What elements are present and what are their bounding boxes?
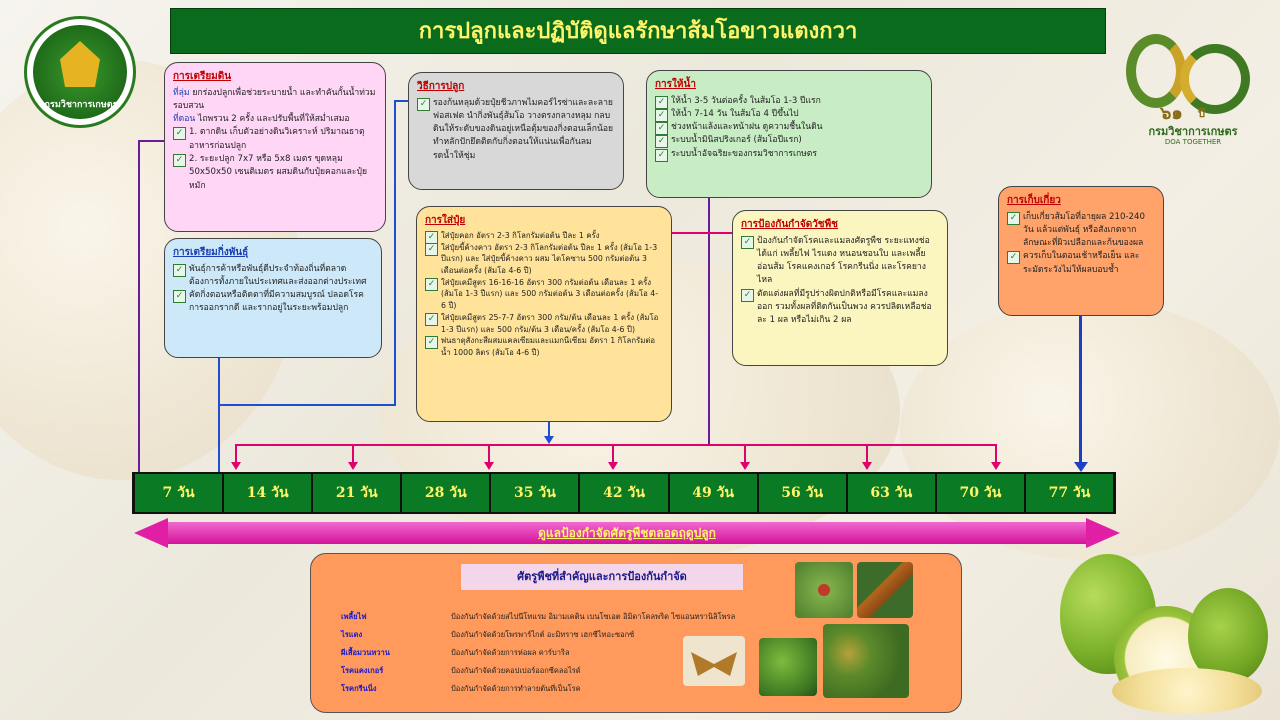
pink-tick (488, 444, 490, 464)
moth-icon (691, 646, 737, 676)
leaf-swirl-icon (1126, 34, 1186, 108)
upland-label: ที่ดอน (173, 114, 196, 125)
water-item-text: ให้น้ำ 7-14 วัน ในส้มโอ 4 ปีขึ้นไป (671, 108, 799, 119)
timeline-bar (132, 472, 1116, 514)
thrips-photo (857, 562, 913, 618)
pest-control: ป้องกันกำจัดด้วยการทำลายต้นที่เป็นโรค (451, 684, 581, 693)
pest-control: ป้องกันกำจัดด้วยสไปนีโทแรม อิมามเคติน เบนโซเอต อิมิดาโคลพริด ไซแอนทรานิลิโพรล (451, 612, 736, 621)
fert-item (425, 277, 663, 312)
planting-text: รองก้นหลุมด้วยปุ๋ยชีวภาพไมคอร์ไรซ่าและละลายฟอสเฟต นำกิ่งพันธุ์ส้มโอ วางตรงกลางหลุม กลบดินให้ระดับของดินอยู่เหนือตุ้มของกิ่งตอนเล็กน้อยทำหลักปักยึดติดกับกิ่งตอนให้แน่นเพื่อกันลม รดน้ำให้ชุ่ม (433, 97, 614, 161)
timeline-cell: 28 วัน (402, 474, 489, 512)
fertilizer-box (416, 206, 672, 422)
pest-name: ไรแดง (341, 630, 363, 639)
water-item-text: ช่วงหน้าแล้งและหน้าฝน ดูความชื้นในดิน (671, 122, 823, 133)
arrow-left-icon (134, 518, 168, 548)
pomelo-segments-icon (1112, 668, 1262, 714)
pest-control-text: ป้องกันกำจัดโรคและแมลงศัตรูพืช ระยะแทงช่อ ได้แก่ เพลี้ยไฟ ไรแดง หนอนชอนใบ และเพลี้ยอ่อนส้ม โรคแคงเกอร์ โรคกรีนนิ่ง และโรคยางไหล (757, 235, 930, 286)
checkbox-icon: ✓ (1007, 251, 1020, 264)
season-arrow (134, 518, 1120, 548)
harvest-item-text: ควรเก็บในตอนเช้าหรือเย็น และระมัดระวังไม่ให้ผลบอบช้ำ (1023, 251, 1140, 275)
doa-logo (24, 16, 136, 128)
checkbox-icon: ✓ (173, 154, 186, 167)
logo-text: กรมวิชาการเกษตร (44, 100, 118, 110)
arrow-down-icon (348, 462, 358, 470)
planting-heading: วิธีการปลูก (417, 81, 465, 92)
checkbox-icon: ✓ (1007, 212, 1020, 225)
checkbox-icon: ✓ (173, 290, 186, 303)
arrow-down-icon (991, 462, 1001, 470)
upland-text: ไถพรวน 2 ครั้ง และปรับพื้นที่ให้สม่ำเสมอ (195, 114, 350, 125)
red-mite-photo (795, 562, 853, 618)
soil-heading: การเตรียมดิน (173, 71, 232, 82)
org-name: กรมวิชาการเกษตร (1148, 125, 1238, 138)
pest-control: ป้องกันกำจัดด้วยโพรพาร์ไกต์ อะมิทราซ เฮกซีไทอะซอกซ์ (451, 630, 635, 639)
seedling-item (173, 263, 373, 290)
water-item-text: ระบบน้ำมินิสปริงเกอร์ (ส้มโอปีแรก) (671, 135, 802, 146)
water-item (655, 148, 923, 161)
seedling-box (164, 238, 382, 358)
checkbox-icon: ✓ (425, 243, 438, 256)
pink-tick (866, 444, 868, 464)
harvest-box (998, 186, 1164, 316)
pest-control: ป้องกันกำจัดด้วยการห่อผล คาร์บาริล (451, 648, 570, 657)
checkbox-icon: ✓ (655, 149, 668, 162)
water-item (655, 121, 923, 134)
harvest-item (1007, 211, 1155, 251)
connector-line (394, 100, 408, 102)
canker-photo (823, 624, 909, 698)
arrow-down-icon (231, 462, 241, 470)
pest-row (341, 610, 735, 624)
pest-control-item (741, 235, 939, 288)
pink-tick (235, 444, 237, 464)
pink-tick (744, 444, 746, 464)
timeline-cell: 49 วัน (670, 474, 757, 512)
page-title: การปลูกและปฏิบัติดูแลรักษาส้มโอขาวแตงกวา (170, 8, 1106, 54)
timeline-cell: 35 วัน (491, 474, 578, 512)
timeline-cell: 7 วัน (135, 474, 222, 512)
anniversary-number: ๖๑ (1160, 103, 1183, 124)
leaf-swirl-icon (1180, 44, 1250, 114)
soil-item (173, 153, 377, 193)
harvest-heading: การเก็บเกี่ยว (1007, 195, 1061, 206)
checkbox-icon: ✓ (425, 231, 438, 244)
checkbox-icon: ✓ (173, 264, 186, 277)
arrow-down-icon (740, 462, 750, 470)
anniversary-logo (1120, 14, 1260, 150)
checkbox-icon: ✓ (425, 278, 438, 291)
fert-item-text: ใส่ปุ๋ยเคมีสูตร 25-7-7 อัตรา 300 กรัม/ต้น เดือนละ 1 ครั้ง (ส้มโอ 1-3 ปีแรก) และ 500 กรัม/ต้น 3 เดือน/ครั้ง (ส้มโอ 4-6 ปี) (441, 312, 659, 334)
fert-item-text: ใส่ปุ๋ยคอก อัตรา 2-3 กิโลกรัมต่อต้น ปีละ 1 ครั้ง (441, 231, 600, 240)
checkbox-icon: ✓ (741, 236, 754, 249)
season-label: ดูแลป้องกำจัดศัตรูพืชตลอดฤดูปลูก (538, 526, 716, 540)
pink-tick (612, 444, 614, 464)
pest-row (341, 682, 581, 696)
water-item-text: ให้น้ำ 3-5 วันต่อครั้ง ในส้มโอ 1-3 ปีแรก (671, 95, 821, 106)
connector-line (708, 198, 710, 444)
fert-item (425, 335, 663, 358)
arrow-down-icon (484, 462, 494, 470)
harvest-item-text: เก็บเกี่ยวส้มโอที่อายุผล 210-240 วัน แล้วแต่พันธุ์ หรือสังเกตจากลักษณะที่ผิวเปลือกและก้นของผล (1023, 211, 1145, 249)
soil-upland (173, 113, 377, 126)
checkbox-icon: ✓ (425, 336, 438, 349)
checkbox-icon: ✓ (173, 127, 186, 140)
pest-name: โรคแคงเกอร์ (341, 666, 384, 675)
water-item (655, 95, 923, 108)
soil-item-text: 1. ตากดิน เก็บตัวอย่างดินวิเคราะห์ ปริมาณธาตุอาหารก่อนปลูก (189, 127, 365, 151)
fert-item-text: พ่นธาตุสังกะสีผสมแคลเซียมและแมกนีเซียม อัตรา 1 กิโลกรัมต่อน้ำ 1000 ลิตร (ส้มโอ 4-6 ปี) (441, 336, 656, 357)
pest-control-text: ตัดแต่งผลที่มีรูปร่างผิดปกติหรือมีโรคและแมลงออก รวมทั้งผลที่ติดกันเป็นพวง ควรปลิดเหลือช่อละ 1 ผล หรือไม่เกิน 2 ผล (757, 288, 932, 326)
pest-name: ผีเสื้อมวนหวาน (341, 648, 390, 657)
water-item (655, 134, 923, 147)
pest-row (341, 664, 581, 678)
moth-photo (683, 636, 745, 686)
planting-item (417, 97, 615, 164)
checkbox-icon: ✓ (655, 122, 668, 135)
connector-line (218, 404, 396, 406)
pest-name: เพลี้ยไฟ (341, 612, 367, 621)
soil-item (173, 126, 377, 153)
pest-control-heading: การป้องกันกำจัดวัชพืช (741, 219, 838, 230)
timeline-cell: 56 วัน (759, 474, 846, 512)
arrow-down-icon (862, 462, 872, 470)
soil-lowland (173, 87, 377, 114)
harvest-item (1007, 250, 1155, 277)
connector-line (138, 140, 140, 474)
checkbox-icon: ✓ (425, 313, 438, 326)
planting-box (408, 72, 624, 190)
fert-item-text: ใส่ปุ๋ยเคมีสูตร 16-16-16 อัตรา 300 กรัมต่อต้น เดือนละ 1 ครั้ง (ส้มโอ 1-3 ปีแรก) และ 500 กรัมต่อต้น 3 เดือนต่อครั้ง (ส้มโอ 4-6 ปี) (441, 277, 659, 311)
timeline-cell: 70 วัน (937, 474, 1024, 512)
fertilizer-heading: การใส่ปุ๋ย (425, 215, 466, 226)
lowland-text: ยกร่องปลูกเพื่อช่วยระบายน้ำ และทำคันกั้นน้ำท่วมรอบสวน (173, 87, 376, 111)
anniversary-unit: ปี (1198, 107, 1205, 120)
slogan: DOA TOGETHER (1164, 138, 1222, 146)
arrow-down-icon (1074, 462, 1088, 472)
pests-panel (310, 553, 962, 713)
pest-control: ป้องกันกำจัดด้วยคอปเปอร์ออกซีคลอไรด์ (451, 666, 581, 675)
fert-item (425, 312, 663, 335)
pink-tick (995, 444, 997, 464)
water-item (655, 108, 923, 121)
pest-row (341, 628, 634, 642)
pest-control-item (741, 288, 939, 328)
checkbox-icon: ✓ (741, 289, 754, 302)
timeline-cell: 14 วัน (224, 474, 311, 512)
timeline-cell: 77 วัน (1026, 474, 1113, 512)
connector-line (394, 100, 396, 406)
pomelo-illustration (1060, 548, 1270, 716)
timeline-cell: 42 วัน (580, 474, 667, 512)
seedling-item-text: คัดกิ่งตอนหรือติดตาที่มีความสมบูรณ์ ปลอดโรค การออกรากดี และรากอยู่ในระยะพร้อมปลูก (189, 290, 364, 314)
fert-item (425, 242, 663, 277)
water-item-text: ระบบน้ำอัจฉริยะของกรมวิชาการเกษตร (671, 148, 818, 159)
arrow-right-icon (1086, 518, 1120, 548)
checkbox-icon: ✓ (417, 98, 430, 111)
checkbox-icon: ✓ (655, 96, 668, 109)
pests-title: ศัตรูพืชที่สำคัญและการป้องกันกำจัด (461, 564, 743, 590)
soil-prep-box (164, 62, 386, 232)
checkbox-icon: ✓ (655, 135, 668, 148)
checkbox-icon: ✓ (655, 109, 668, 122)
connector-line (138, 140, 164, 142)
seedling-heading: การเตรียมกิ่งพันธุ์ (173, 247, 249, 258)
pest-row (341, 646, 570, 660)
soil-item-text: 2. ระยะปลูก 7x7 หรือ 5x8 เมตร ขุดหลุม 50x50x50 เซนติเมตร ผสมดินกับปุ๋ยคอกและปุ๋ยหมัก (189, 154, 368, 191)
arrow-down-icon (608, 462, 618, 470)
watering-heading: การให้น้ำ (655, 79, 696, 90)
timeline-cell: 63 วัน (848, 474, 935, 512)
pink-bracket (235, 444, 997, 446)
seedling-item (173, 289, 373, 316)
timeline-cell: 21 วัน (313, 474, 400, 512)
leaf-photo (759, 638, 817, 696)
pest-name: โรคกรีนนิ่ง (341, 684, 377, 693)
connector-line (672, 232, 732, 234)
seedling-item-text: พันธุ์การค้าหรือพันธุ์ดีประจำท้องถิ่นที่ตลาดต้องการทั้งภายในประเทศและส่งออกต่างประเทศ (189, 263, 367, 287)
lowland-label: ที่ลุ่ม (173, 87, 190, 98)
fert-item (425, 230, 663, 242)
pest-control-box (732, 210, 948, 366)
arrow-down-icon (544, 436, 554, 444)
fert-item-text: ใส่ปุ๋ยขี้ค้างคาว อัตรา 2-3 กิโลกรัมต่อต้น ปีละ 1 ครั้ง (ส้มโอ 1-3 ปีแรก) และ ใส่ปุ๋ยขี้ค้างคาว ผสม ไตโคซาน 500 กรัมต่อต้น 3 เดือนต่อครั้ง (ส้มโอ 4-6 ปี) (441, 242, 658, 276)
pink-tick (352, 444, 354, 464)
watering-box (646, 70, 932, 198)
